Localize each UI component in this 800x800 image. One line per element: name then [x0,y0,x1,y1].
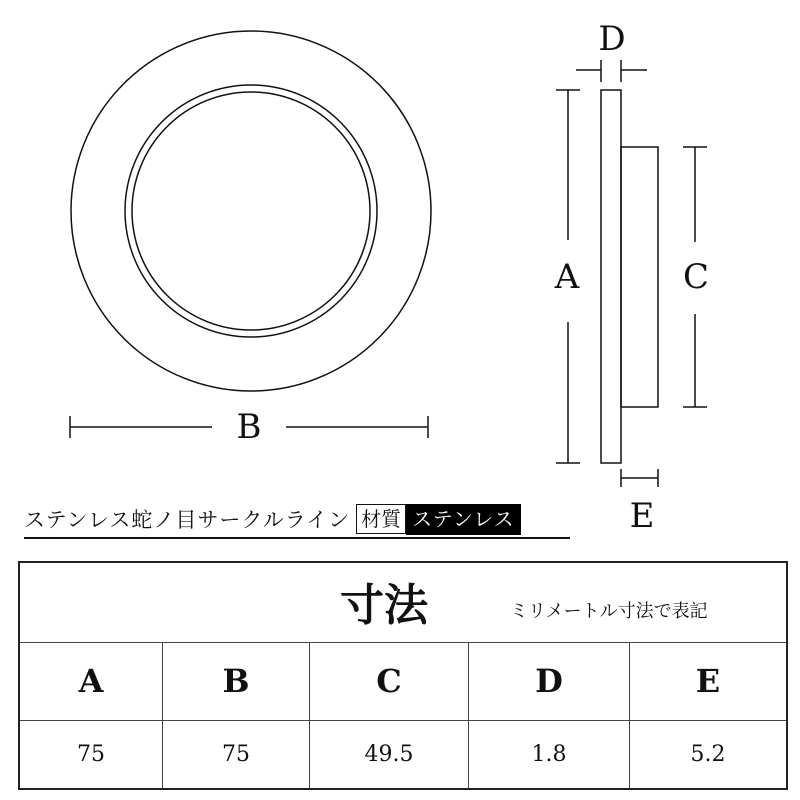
inner-circle-outer-edge [125,85,377,337]
header-d: D [469,642,630,720]
body-profile [621,147,658,407]
dimension-label-b: B [236,407,262,447]
header-e: E [695,662,721,700]
value-b: 75 [163,721,310,788]
dimension-label-d: D [598,19,626,59]
value-a: 75 [20,721,163,788]
dimension-label-c: C [682,257,710,297]
product-line [24,502,521,536]
flange-profile [601,90,621,463]
value-c: 49.5 [310,721,469,788]
material-value: ステンレス [406,504,521,535]
dimension-table [18,561,788,790]
dimension-label-a: A [554,257,580,297]
side-view [601,90,658,463]
table-title-row [20,563,786,643]
dimension-e [621,469,658,487]
header-c: C [310,642,469,720]
product-name: ステンレス蛇ノ目サークルライン [24,508,351,532]
product-underline [24,537,570,539]
material-label: 材質 [356,504,406,534]
header-a: A [20,642,163,720]
unit-note: ミリメートル寸法で表記 [510,601,708,622]
table-header-row [20,642,786,721]
table-title: 寸法 [340,580,428,631]
table-value-row [20,721,786,788]
value-e: 5.2 [690,742,726,767]
value-d: 1.8 [469,721,630,788]
header-b: B [163,642,310,720]
dimension-d [576,60,647,82]
front-view [71,31,431,391]
inner-circle-inner-edge [132,92,370,330]
dimension-label-e: E [629,496,655,536]
